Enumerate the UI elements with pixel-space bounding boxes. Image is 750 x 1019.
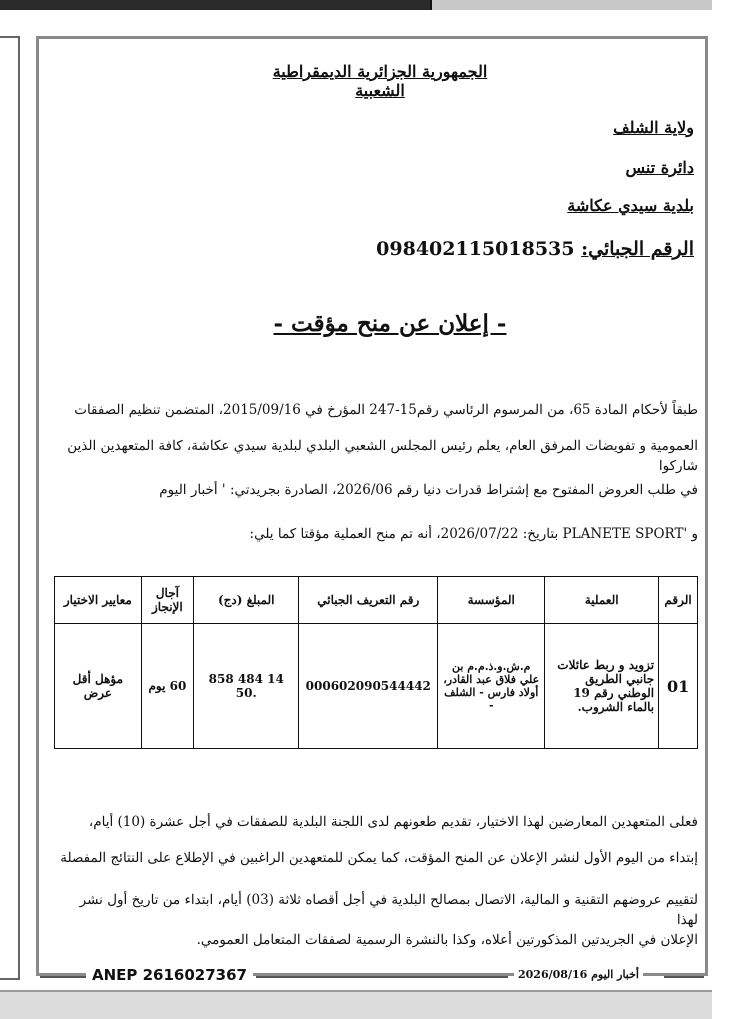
header-criteria: معايير الاختيار [55,577,142,624]
closing-line-1: فعلى المتعهدين المعارضين لهذا الاختيار، تقديم طعونهم لدى اللجنة البلدية للصفقات في أجل عشرة (10) أيام، [88,814,698,830]
announcement-title: - إعلان عن منح مؤقت - [273,310,507,337]
table-row [55,624,698,749]
cell-tax-id: 000602090544442 [299,624,438,749]
intro-line-2: العمومية و تفويضات المرفق العام، يعلم رئيس المجلس الشعبي البلدي لبلدية سيدي عكاشة، كافة المتعهدين الذين شاركوا [67,438,698,474]
commune-line: بلدية سيدي عكاشة [567,196,694,215]
daira-line: دائرة تنس [625,158,694,177]
award-table [54,576,698,749]
footer-rule-left [40,976,86,978]
cell-amount: 14 484 858 .50 [194,624,299,749]
header-company: المؤسسة [438,577,545,624]
cell-company: م.ش.و.ذ.م.م بن علي فلاق عبد القادر، أولاد فارس - الشلف - [438,624,545,749]
table-header-row [55,577,698,624]
intro-line-4: و 'PLANETE SPORT بتاريخ: 2026/07/22، أنه تم منح العملية مؤقتا كما يلي: [249,526,698,542]
closing-line-3: لتقييم عروضهم التقنية و المالية، الاتصال بمصالح البلدية في أجل أقصاه ثلاثة (03) أيام، ابتداء من تاريخ أول نشر لهذا [79,892,698,928]
wilaya-line: ولاية الشلف [613,118,694,137]
header-amount: المبلغ (دج) [194,577,299,624]
header-number: الرقم [659,577,698,624]
header-tax-id: رقم التعريف الجبائي [299,577,438,624]
tax-id-line [376,238,694,260]
footer-rule-middle [256,976,508,978]
header-operation: العملية [545,577,659,624]
republic-title: الجمهورية الجزائرية الديمقراطية الشعبية [272,62,488,100]
header-duration: آجال الإنجاز [141,577,193,624]
closing-line-2: إبتداء من اليوم الأول لنشر الإعلان عن المنح المؤقت، كما يمكن للمتعهدين الراغبين في الإطلاع على النتائج المفصلة [60,850,698,866]
intro-line-3: في طلب العروض المفتوح مع إشتراط قدرات دنيا رقم 2026/06، الصادرة بجريدتي: ' أخبار اليوم [159,482,698,498]
cell-operation: تزويد و ربط عائلات جانبي الطريق الوطني رقم 19 بالماء الشروب. [545,624,659,749]
publication-date: أخبار اليوم 2026/08/16 [514,968,643,981]
announcement-frame [36,36,708,976]
intro-line-1: طبقاً لأحكام المادة 65، من المرسوم الرئاسي رقم15-247 المؤرخ في 2015/09/16، المتضمن تنظيم الصفقات [74,402,698,418]
bottom-bar [0,990,712,1019]
cell-duration: 60 يوم [141,624,193,749]
closing-line-4: الإعلان في الجريدتين المذكورتين أعلاه، وكذا بالنشرة الرسمية لصفقات المتعامل العمومي. [196,932,698,948]
cell-number: 01 [659,624,698,749]
footer-rule-right [664,976,704,978]
tax-id-label: الرقم الجبائي: [581,238,694,260]
top-bar [0,0,750,12]
top-bar-gray [430,0,712,10]
tax-id-value: 098402115018535 [376,238,575,260]
cell-criteria: مؤهل أقل عرض [55,624,142,749]
adjacent-column-edge [0,36,20,980]
top-bar-dark [0,0,430,10]
anep-reference: ANEP 2616027367 [86,966,253,984]
